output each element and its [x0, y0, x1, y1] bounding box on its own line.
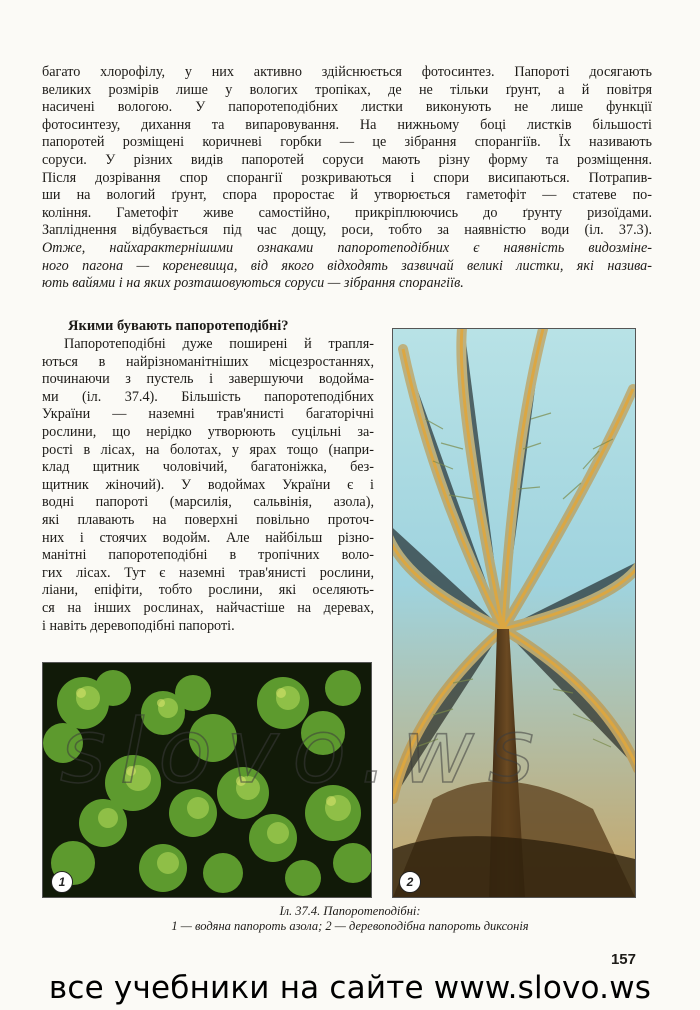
tree-fern-photo: [392, 328, 636, 898]
text-line: ми (іл. 37.4). Більшість папоротеподібних: [42, 388, 374, 405]
tree-fern-illustration: [393, 329, 635, 897]
text-line: ліани, епіфіти, тобто рослини, які оселяють-: [42, 582, 374, 599]
text-line: насичені вологою. У папоротеподібних листки виконують не лише функції: [42, 99, 652, 116]
text-line: ються в найрізноманітніших місцезростаннях,: [42, 353, 374, 370]
photo-number-badge: 1: [51, 871, 73, 893]
summary-line: ють вайями і на яких розташовуються соруси — зібрання спорангіїв.: [42, 275, 464, 292]
text-line: України — наземні трав'янисті багаторічні: [42, 406, 374, 423]
text-line: клад щитник чоловічий, багатоніжка, без-: [42, 459, 374, 476]
text-line: них і стоячих водойм. Але найбільш різно-: [42, 529, 374, 546]
text-line: рості в лісах, на болотах, у ярах тощо (напри-: [42, 441, 374, 458]
text-line: які плавають на поверхні повільно проточ-: [42, 511, 374, 528]
text-line: папоротей розміщені коричневі горбки — це зібрання спорангіїв. Їх називають: [42, 134, 652, 151]
figure-caption-title: Іл. 37.4. Папоротеподібні:: [279, 904, 421, 918]
text-line: багато хлорофілу, у них активно здійснюється фотосинтез. Папороті досягають: [42, 64, 652, 80]
text-line: рослини, що нерідко утворюють суцільні за-: [42, 423, 374, 440]
text-line: ши на вологий ґрунт, спора проростає й утворюється гаметофіт — статеве по-: [42, 187, 652, 204]
text-line: фотосинтезу, дихання та випаровування. На нижньому боці листків більшості: [42, 116, 652, 133]
text-line: коління. Гаметофіт живе самостійно, прикріплюючись до ґрунту ризоїдами.: [42, 204, 652, 221]
photo-number-badge: 2: [399, 871, 421, 893]
text-line: і навіть деревоподібні папороті.: [42, 617, 235, 634]
text-line: сoруси. У різних видів папоротей соруси мають різну форму та розміщення.: [42, 151, 652, 168]
watermark: slovo.ws: [60, 700, 548, 803]
section-heading: Якими бувають папоротеподібні?: [68, 318, 289, 334]
section-paragraph: [42, 336, 374, 635]
text-line: Папоротеподібні дуже поширені й трапля-: [64, 336, 374, 352]
text-line: ся на інших рослинах, найчастіше на деревах,: [42, 599, 374, 616]
site-footer-link[interactable]: все учебники на сайте www.slovo.ws: [48, 970, 652, 1006]
text-line: водні папороті (марсилія, сальвінія, азола),: [42, 494, 374, 511]
figure-caption-legend: 1 — водяна папороть азола; 2 — деревоподібна папороть диксонія: [171, 919, 529, 933]
top-paragraph: [42, 64, 652, 293]
text-line: щитник жіночий). У водоймах України є і: [42, 476, 374, 493]
text-line: манітні папоротеподібні в тропічних воло-: [42, 547, 374, 564]
text-line: гих лісах. Тут є наземні трав'янисті рослини,: [42, 564, 374, 581]
text-line: Після дозрівання спор спорангії розкриваються і спори висипаються. Потрапив-: [42, 169, 652, 186]
summary-line: ного пагона — кореневища, від якого відходять зазвичай великі листки, які назива-: [42, 257, 652, 274]
text-line: Запліднення відбувається під час дощу, роси, тобто за наявністю води (іл. 37.3).: [42, 222, 652, 239]
text-line: великих розмірів лише у вологих тропіках, де не тільки ґрунт, а й повітря: [42, 81, 652, 98]
page-number: 157: [610, 951, 636, 968]
summary-line: Отже, найхарактернішими ознаками папоротеподібних є наявність видозміне-: [42, 239, 652, 256]
text-line: починаючи з пустель і завершуючи водойма-: [42, 371, 374, 388]
